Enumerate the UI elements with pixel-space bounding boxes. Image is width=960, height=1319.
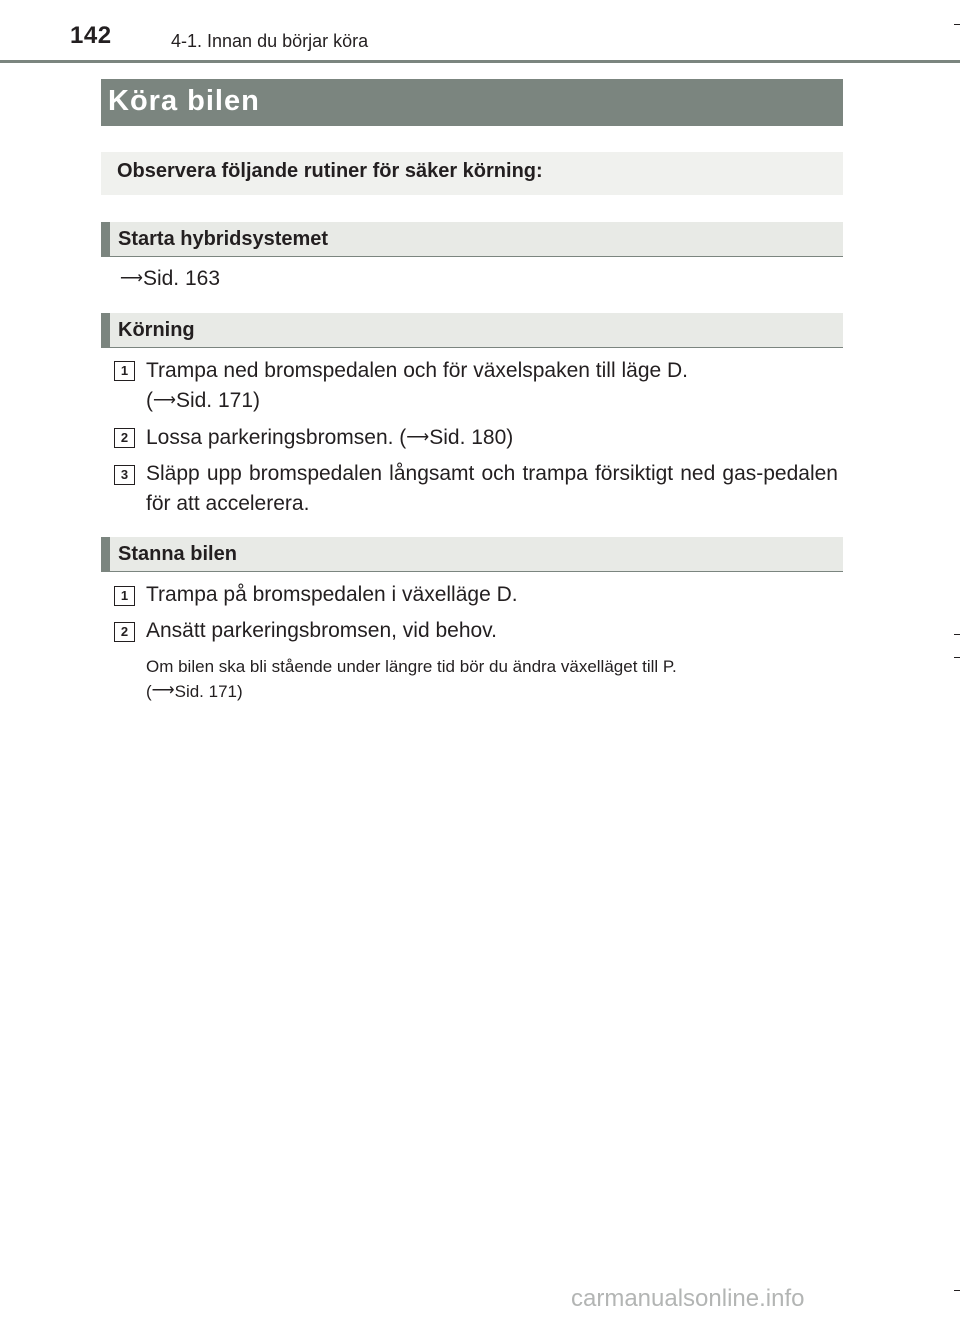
page-number: 142 — [70, 22, 112, 49]
section-accent — [101, 537, 110, 571]
section-heading-stop — [101, 537, 843, 572]
section-heading-label: Starta hybridsystemet — [118, 228, 329, 250]
crop-mark — [954, 634, 960, 635]
page-title: Köra bilen — [108, 85, 260, 117]
reference-text[interactable]: Sid. 171 — [174, 682, 237, 701]
section-accent — [101, 222, 110, 256]
step-text: Släpp upp bromspedalen långsamt och trampa försiktigt ned gas-pedalen för att accelerera. — [146, 462, 838, 515]
step-text: Trampa ned bromspedalen och för växelspaken till läge D. (⟶Sid. 171) — [146, 359, 689, 412]
crop-mark — [954, 1290, 960, 1291]
step-number: 2 — [114, 622, 135, 642]
step-number: 1 — [114, 586, 135, 606]
running-header: 4-1. Innan du börjar köra — [171, 31, 369, 51]
step-text-content: Trampa ned bromspedalen och för växelspaken till läge D. — [146, 359, 689, 382]
step-text-content: Lossa parkeringsbromsen. ( — [146, 426, 407, 449]
step-text: Lossa parkeringsbromsen. (⟶Sid. 180) — [146, 426, 514, 449]
watermark: carmanualsonline.info — [571, 1285, 805, 1312]
reference-text: Sid. 163 — [142, 267, 220, 290]
intro-text: Observera följande rutiner för säker körning: — [117, 160, 543, 182]
arrow-icon: ⟶ — [406, 429, 430, 446]
section-accent — [101, 313, 110, 347]
step-text: Trampa på bromspedalen i växelläge D. — [146, 583, 518, 606]
reference-text[interactable]: Sid. 171 — [175, 389, 253, 412]
arrow-icon: ⟶ — [153, 392, 176, 409]
step-number: 2 — [114, 428, 135, 448]
step-number: 3 — [114, 465, 135, 485]
section-heading-label: Körning — [118, 319, 195, 341]
note: Om bilen ska bli stående under längre tid bör du ändra växelläget till P. (⟶Sid. 171) — [146, 657, 677, 701]
crop-mark — [954, 24, 960, 25]
arrow-icon: ⟶ — [120, 270, 143, 287]
arrow-icon: ⟶ — [151, 682, 175, 699]
step-number: 1 — [114, 361, 135, 381]
section-heading-label: Stanna bilen — [118, 543, 237, 565]
section-heading-start — [101, 222, 843, 257]
page-title-bar — [101, 79, 843, 126]
reference-text[interactable]: Sid. 180 — [429, 426, 507, 449]
step-text: Ansätt parkeringsbromsen, vid behov. — [146, 619, 497, 642]
header-rule — [0, 60, 960, 63]
crop-mark — [954, 657, 960, 658]
section-heading-driving — [101, 313, 843, 348]
intro-box — [101, 152, 843, 195]
note-text: Om bilen ska bli stående under längre tid bör du ändra växelläget till P. — [146, 657, 677, 676]
reference-link[interactable] — [120, 267, 220, 291]
